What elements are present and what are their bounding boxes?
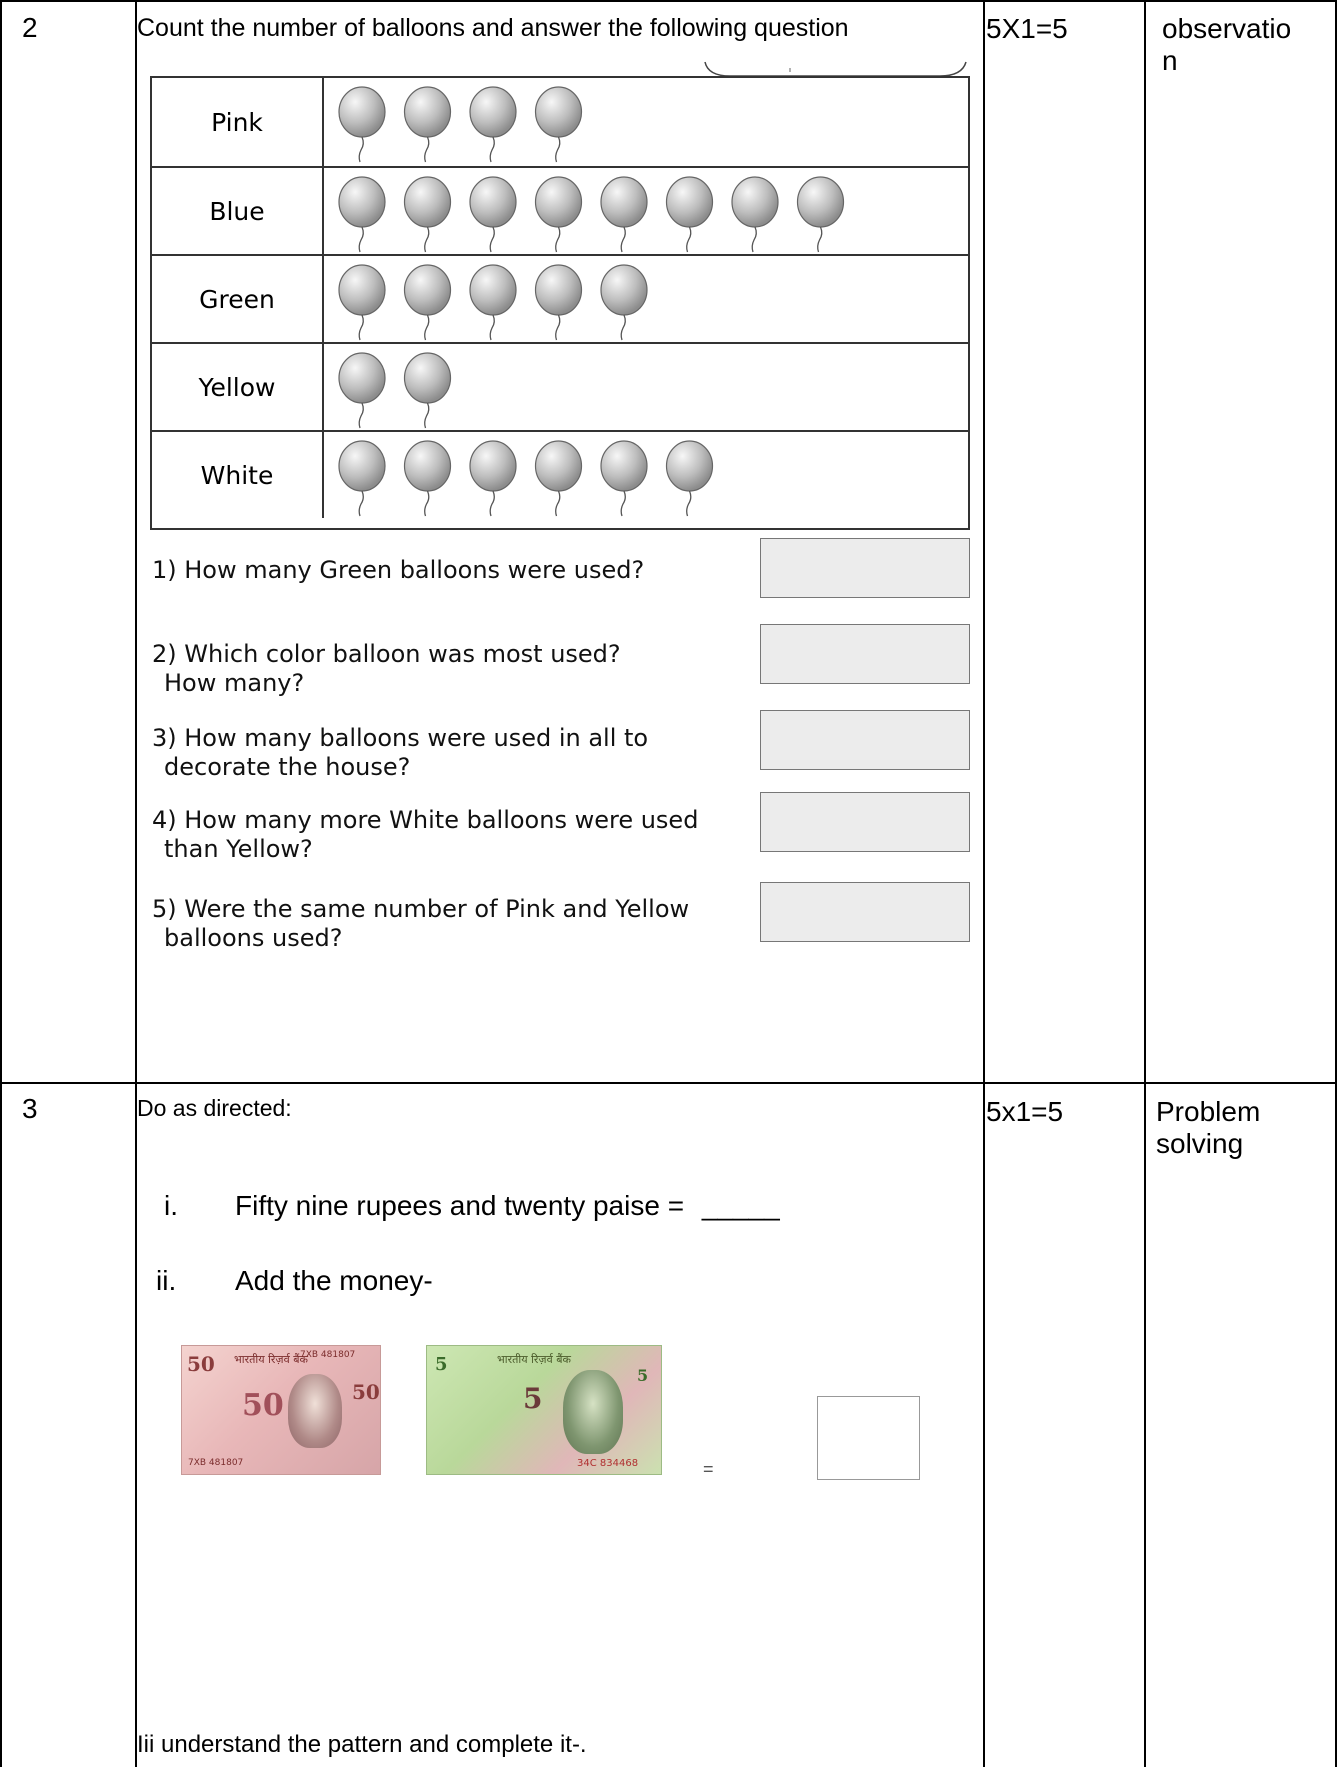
balloon-icon: [601, 177, 647, 252]
skill-label-line2: n: [1162, 45, 1178, 76]
marks: 5X1=5: [986, 13, 1068, 44]
pictograph-row-white: [152, 430, 968, 518]
answer-box[interactable]: [760, 538, 970, 598]
item-ii-text: Add the money-: [235, 1265, 433, 1296]
item-i-blank: _____: [701, 1190, 780, 1221]
question-line: 4) How many more White balloons were used: [152, 806, 699, 834]
table-right-border: [1335, 0, 1337, 1767]
pictograph-row-blue: [152, 166, 968, 254]
row-number: 3: [22, 1093, 38, 1124]
question-line: than Yellow?: [164, 835, 313, 863]
question-instruction: Count the number of balloons and answer the following question: [137, 14, 849, 42]
item-i-number: i.: [164, 1190, 178, 1221]
item-iii-text: Iii understand the pattern and complete it-.: [137, 1731, 587, 1758]
balloon-group: [338, 168, 958, 254]
skill-label-line2: solving: [1156, 1128, 1244, 1159]
equals-sign: =: [703, 1459, 714, 1479]
item-i-question: Fifty nine rupees and twenty paise =: [235, 1190, 685, 1221]
banknote-five-rupees: [426, 1345, 662, 1475]
question-line: 2) Which color balloon was most used?: [152, 640, 621, 668]
skill-label-line1: Problem: [1156, 1096, 1261, 1127]
balloon-pictograph: [150, 76, 970, 530]
column-divider-1: [135, 0, 137, 1767]
question-line: 3) How many balloons were used in all to: [152, 724, 649, 752]
balloon-icon: [339, 177, 385, 252]
balloon-group: [338, 344, 958, 430]
balloon-group: [338, 78, 958, 166]
balloon-icon: [470, 265, 516, 340]
row-divider: [0, 1082, 1337, 1084]
balloon-icon: [470, 177, 516, 252]
table-left-border: [0, 0, 2, 1767]
note-serial-bottom: 7XB 481807: [188, 1458, 244, 1468]
balloon-icon: [339, 265, 385, 340]
balloon-icon: [405, 353, 451, 428]
question-text: [152, 556, 644, 585]
balloon-icon: [405, 87, 451, 162]
balloon-icon: [339, 353, 385, 428]
balloon-icon: [536, 441, 582, 516]
balloon-icon: [405, 265, 451, 340]
answer-box[interactable]: [760, 882, 970, 942]
balloon-icon: [732, 177, 778, 252]
balloon-icon: [339, 87, 385, 162]
skill-label: [1162, 13, 1291, 77]
table-top-border: [0, 0, 1337, 2]
balloon-icon: [536, 265, 582, 340]
question-line: 1) How many Green balloons were used?: [152, 556, 645, 584]
item-ii-number: ii.: [156, 1265, 177, 1296]
balloon-icon: [536, 87, 582, 162]
balloon-icon: [601, 441, 647, 516]
note-value-center: 5: [523, 1382, 543, 1415]
column-divider-2: [983, 0, 985, 1767]
column-divider-3: [1144, 0, 1146, 1767]
note-bank-name: भारतीय रिज़र्व बैंक: [497, 1353, 571, 1366]
balloon-icon: [405, 441, 451, 516]
pictograph-label: Yellow: [152, 344, 324, 430]
item-i-text: [235, 1190, 780, 1222]
note-serial-top: 7XB 481807: [300, 1350, 356, 1360]
banknote-fifty-rupees: [181, 1345, 381, 1475]
money-sum-answer-box[interactable]: [817, 1396, 920, 1480]
pictograph-row-pink: [152, 78, 968, 166]
gandhi-portrait: [288, 1374, 342, 1448]
note-bank-name: भारतीय रिज़र्व बैंक: [234, 1353, 308, 1366]
pictograph-label: Green: [152, 256, 324, 342]
pictograph-label: Blue: [152, 168, 324, 254]
balloon-icon: [536, 177, 582, 252]
pictograph-row-green: [152, 254, 968, 342]
skill-label-line1: observatio: [1162, 13, 1292, 44]
question-instruction: Do as directed:: [137, 1095, 292, 1121]
question-line: 5) Were the same number of Pink and Yellow: [152, 895, 690, 923]
row-number: 2: [22, 12, 38, 43]
gandhi-portrait: [563, 1370, 623, 1454]
question-text: [152, 640, 621, 698]
question-line: balloons used?: [164, 924, 343, 952]
pictograph-label: White: [152, 432, 324, 518]
note-serial-bottom: 34C 834468: [577, 1458, 639, 1469]
balloon-icon: [470, 441, 516, 516]
balloon-icon: [405, 177, 451, 252]
note-value-corner: 50: [187, 1352, 215, 1376]
pictograph-row-yellow: [152, 342, 968, 430]
note-value-right: 5: [637, 1366, 649, 1385]
balloon-group: [338, 256, 958, 342]
balloon-icon: [667, 441, 713, 516]
question-text: [152, 806, 698, 864]
note-value-right: 50: [352, 1380, 380, 1404]
answer-box[interactable]: [760, 710, 970, 770]
balloon-icon: [667, 177, 713, 252]
balloon-icon: [339, 441, 385, 516]
question-text: [152, 724, 648, 782]
marks: 5x1=5: [986, 1096, 1064, 1127]
balloon-group: [338, 432, 958, 518]
balloon-icon: [798, 177, 844, 252]
answer-box[interactable]: [760, 624, 970, 684]
question-line: How many?: [164, 669, 305, 697]
skill-label: [1156, 1096, 1260, 1160]
question-text: [152, 895, 689, 953]
balloon-icon: [601, 265, 647, 340]
note-value-corner: 5: [435, 1354, 448, 1375]
pictograph-label: Pink: [152, 78, 324, 166]
balloon-icon: [470, 87, 516, 162]
answer-box[interactable]: [760, 792, 970, 852]
note-value-center: 50: [242, 1388, 284, 1423]
question-line: decorate the house?: [164, 753, 411, 781]
